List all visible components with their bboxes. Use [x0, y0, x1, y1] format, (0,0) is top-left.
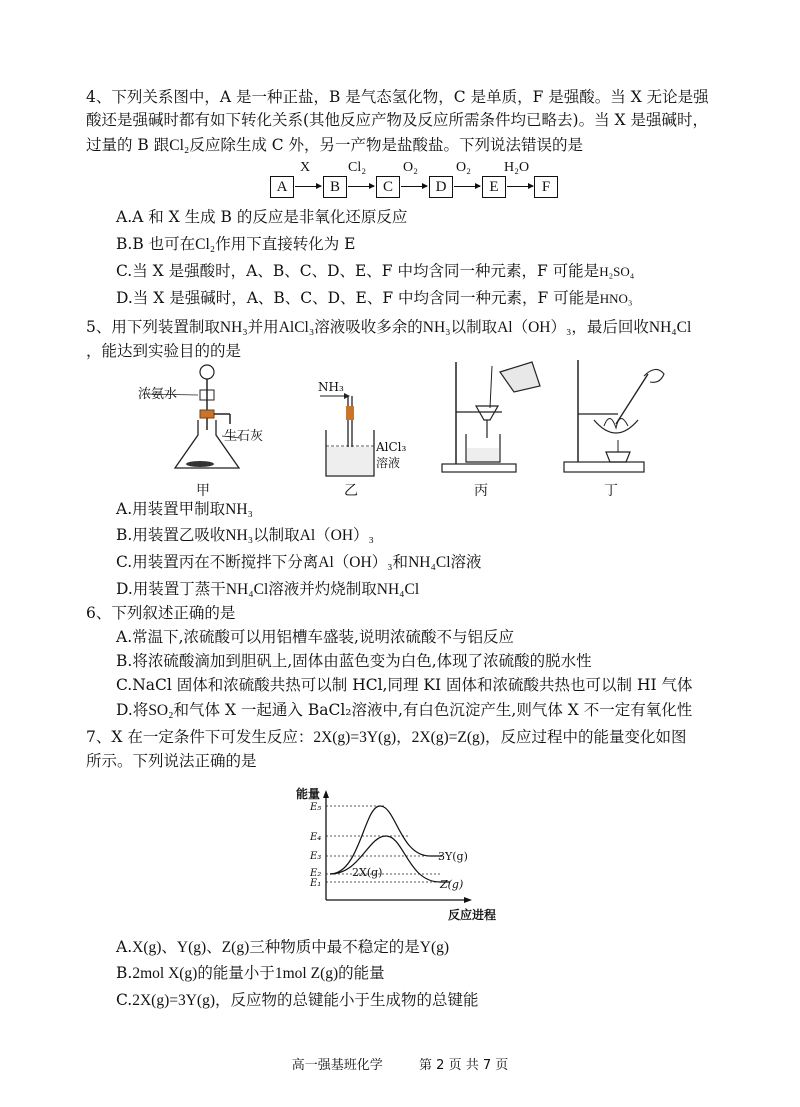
q4-line1: 4、下列关系图中，A 是一种正盐，B 是气态氢化物，C 是单质，F 是强酸。当 X 无论是强 [86, 88, 709, 106]
curve-label-3y: 3Y(g) [438, 850, 468, 863]
yi-label-nh3: NH₃ [318, 380, 344, 394]
q4-option-c-formula: H₂SO₄ [599, 264, 635, 279]
q5-option-a-text: A.用装置甲制取 [116, 500, 226, 518]
flow-arrow-3 [401, 186, 427, 187]
caption-jia: 甲 [196, 483, 210, 499]
q5-line1 [86, 316, 691, 339]
curve-label-2x: 2X(g) [352, 866, 383, 879]
flow-arrow-2 [348, 186, 374, 187]
flow-box-e: E [482, 176, 506, 198]
q7-option-a-x: X(g) [132, 939, 162, 956]
q6-option-d-text-2: 和气体 X 一起通入 BaCl₂溶液中,有白色沉淀产生,则气体 X 不一定有氧化性 [173, 701, 693, 719]
flow-box-a: A [270, 176, 294, 198]
q4-option-a: A.A 和 X 生成 B 的反应是非氧化还原反应 [116, 208, 408, 226]
flow-arrow-4 [454, 186, 480, 187]
level-e2: E₂ [310, 868, 322, 879]
flow-arrow-label-3: O₂ [403, 160, 418, 175]
q7-line1-eq1: 2X(g)=3Y(g) [313, 729, 397, 746]
q5-option-a-formula: NH₃ [225, 501, 253, 518]
q5-option-d [116, 578, 419, 601]
q4-line2: 酸还是强碱时都有如下转化关系(其他反应产物及反应所需条件均已略去)。当 X 是强碱时， [86, 111, 708, 129]
q5-option-c-text-3: 溶液 [450, 553, 482, 571]
q4-formula-cl2: Cl₂ [169, 137, 190, 154]
q7-line1 [86, 726, 686, 749]
q7-line2: 所示。下列说法正确的是 [86, 752, 257, 770]
q4-option-d-text: D.当 X 是强碱时，A、B、C、D、E、F 中均含同一种元素，F 可能是 [116, 289, 600, 307]
q5-option-d-text-1: D.用装置丁蒸干 [116, 580, 226, 598]
q5-line1-nh4cl: NH₄Cl [648, 319, 692, 336]
page-footer [0, 1054, 800, 1073]
q5-line1-text-f: ，最后回收 [571, 318, 649, 336]
curve-label-z: Z(g) [440, 878, 464, 891]
q7-option-a-sep-2: 、 [206, 938, 222, 956]
q5-line2: ，能达到实验目的的是 [86, 342, 242, 360]
q5-option-c-nh4cl: NH₄Cl [408, 554, 451, 571]
q7-option-a-y: Y(g) [176, 939, 207, 956]
q6-option-d-so2: SO₂ [148, 702, 174, 719]
q7-option-a-sep-1: 、 [161, 938, 177, 956]
level-e4: E₄ [310, 832, 322, 843]
q5-line1-text-b: 并用 [247, 318, 279, 336]
q7-option-b-text-2: 的能量小于 [197, 964, 275, 982]
q5-option-d-text-2: 溶液并灼烧制取 [268, 580, 377, 598]
q4-option-d-formula: HNO₃ [599, 291, 633, 306]
q7-option-a-text-2: 三种物质中最不稳定的是 [249, 938, 420, 956]
q7-line1-eq2: 2X(g)=Z(g) [411, 729, 485, 746]
q6-line1: 6、下列叙述正确的是 [86, 604, 236, 622]
q5-option-d-nh4cl-2: NH₄Cl [376, 581, 420, 598]
flow-arrow-label-5: H₂O [504, 160, 530, 175]
q7-option-a-z: Z(g) [221, 939, 250, 956]
yi-label-alcl3: AlCl₃ [376, 440, 407, 454]
q4-option-b-text-2: 作用下直接转化为 E [215, 235, 356, 253]
q5-option-c-aloh3: Al（OH）₃ [318, 554, 393, 571]
caption-yi: 乙 [344, 483, 358, 499]
footer-subject: 高一强基班化学 [291, 1058, 383, 1073]
q5-line1-text-d: 以制取 [450, 318, 498, 336]
q5-line1-alcl3: AlCl₃ [278, 319, 315, 336]
jia-label-quicklime: 生石灰 [224, 429, 264, 444]
apparatus-bing-diagram [436, 356, 546, 476]
apparatus-ding-diagram [560, 354, 670, 476]
q7-line1-text-a: 7、X 在一定条件下可发生反应： [86, 728, 314, 746]
apparatus-jia-diagram [140, 360, 270, 480]
flow-box-f: F [534, 176, 558, 198]
q4-option-b [116, 233, 355, 256]
q5-line1-nh3: NH₃ [219, 319, 248, 336]
graph-ylabel: 能量 [296, 787, 321, 801]
q7-line1-text-e: ，反应过程中的能量变化如图 [484, 728, 687, 746]
flow-arrow-1 [295, 186, 321, 187]
flow-box-c: C [376, 176, 400, 198]
flow-arrow-label-1: X [300, 160, 311, 175]
caption-ding: 丁 [604, 483, 618, 499]
q7-option-c-text-2: ，反应物的总键能小于生成物的总键能 [215, 991, 479, 1009]
q5-option-b-aloh3: Al（OH）₃ [299, 527, 374, 544]
q4-line3-text-b: 反应除生成 C 外，另一产物是盐酸盐。下列说法错误的是 [189, 136, 584, 154]
q7-option-a [116, 936, 449, 959]
q7-option-b-text-3: 的能量 [338, 964, 385, 982]
q4-option-b-formula: Cl₂ [195, 236, 216, 253]
q4-option-c [116, 260, 634, 283]
q5-line1-aloh3: Al（OH）₃ [497, 319, 572, 336]
q5-option-a [116, 498, 253, 521]
q5-line1-nh3-2: NH₃ [422, 319, 451, 336]
level-e5: E₅ [310, 802, 322, 813]
q4-option-d [116, 287, 632, 310]
q6-option-d [116, 699, 692, 722]
q6-option-a: A.常温下,浓硫酸可以用铝槽车盛装,说明浓硫酸不与铝反应 [116, 628, 514, 646]
q6-option-c: C.NaCl 固体和浓硫酸共热可以制 HCl,同理 KI 固体和浓硫酸共热也可以制 HI 气体 [116, 676, 693, 694]
q7-option-c-eq: 2X(g)=3Y(g) [132, 992, 216, 1009]
q5-option-b-text-2: 以制取 [253, 526, 300, 544]
level-e1: E₁ [310, 878, 322, 889]
q7-option-c-text-1: C. [116, 991, 133, 1009]
q7-line1-text-c: ， [396, 728, 412, 746]
q5-option-c-text-2: 和 [392, 553, 409, 571]
q5-option-b-text-1: B.用装置乙吸收 [116, 526, 226, 544]
q7-option-c [116, 989, 479, 1012]
q4-line3-text-a: 过量的 B 跟 [86, 136, 170, 154]
q5-line1-text-c: 溶液吸收多余的 [314, 318, 423, 336]
q7-option-b [116, 962, 385, 985]
q4-line3 [86, 134, 583, 157]
flow-arrow-5 [507, 186, 533, 187]
q4-option-c-text: C.当 X 是强酸时，A、B、C、D、E、F 中均含同一种元素，F 可能是 [116, 262, 600, 280]
q4-option-b-text-1: B.B 也可在 [116, 235, 196, 253]
q5-option-b-nh3: NH₃ [225, 527, 254, 544]
q4-conversion-flow [268, 160, 538, 200]
footer-page-number: 第 2 页 共 7 页 [419, 1058, 509, 1073]
q5-option-d-nh4cl: NH₄Cl [225, 581, 269, 598]
jia-label-ammonia: 浓氨水 [138, 387, 178, 402]
caption-bing: 丙 [474, 483, 488, 499]
q7-option-a-text-1: A. [116, 938, 133, 956]
q7-option-b-text-1: B. [116, 964, 133, 982]
q6-option-d-text-1: D.将 [116, 701, 149, 719]
q5-line1-text-a: 5、用下列装置制取 [86, 318, 220, 336]
q6-option-b: B.将浓硫酸滴加到胆矾上,固体由蓝色变为白色,体现了浓硫酸的脱水性 [116, 652, 592, 670]
flow-box-d: D [429, 176, 453, 198]
q7-option-b-1molz: 1mol Z(g) [274, 965, 339, 982]
graph-xlabel: 反应进程 [448, 908, 497, 922]
q5-option-c-text-1: C.用装置丙在不断搅拌下分离 [116, 553, 319, 571]
q7-option-b-2molx: 2mol X(g) [132, 965, 198, 982]
yi-label-solution: 溶液 [376, 456, 401, 470]
flow-arrow-label-2: Cl₂ [348, 160, 367, 175]
q5-option-b [116, 524, 374, 547]
flow-arrow-label-4: O₂ [456, 160, 471, 175]
q5-option-c [116, 551, 482, 574]
level-e3: E₃ [310, 851, 322, 862]
flow-box-b: B [323, 176, 347, 198]
q7-option-a-y-2: Y(g) [419, 939, 450, 956]
